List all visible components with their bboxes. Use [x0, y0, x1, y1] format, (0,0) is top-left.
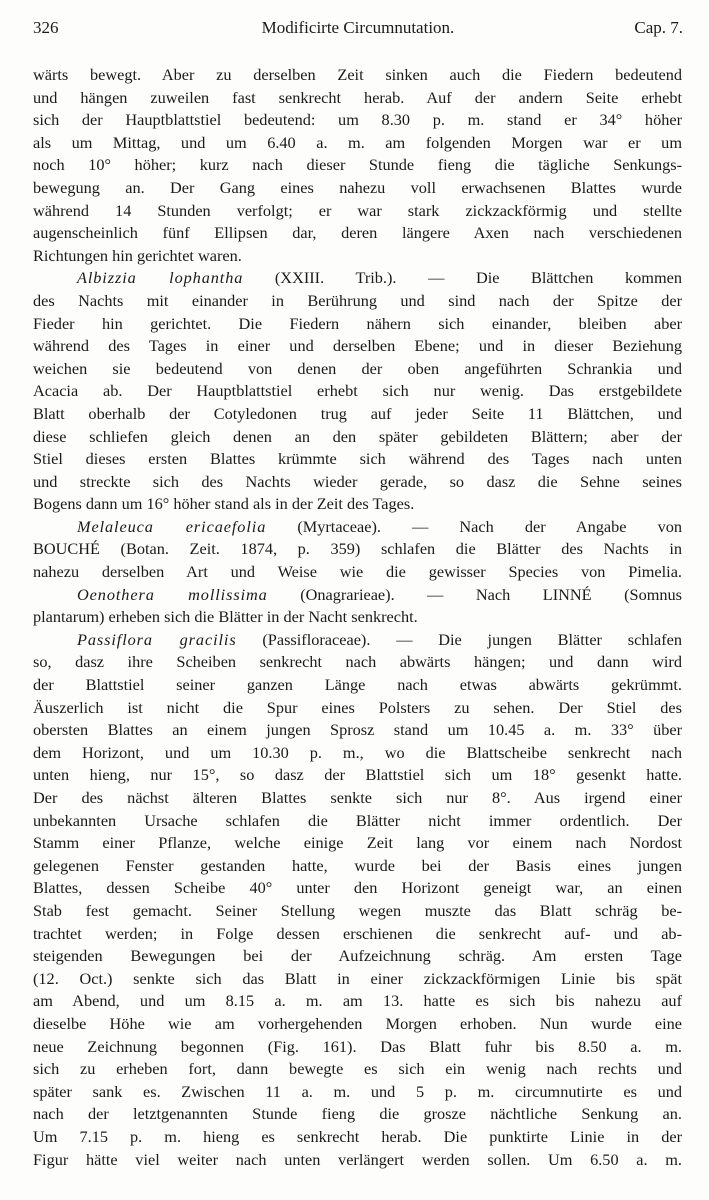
line-text: und hängen zuweilen fast senkrecht herab. Auf der andern Seite erhebt	[33, 87, 682, 107]
body-text	[33, 64, 682, 1171]
text-line	[33, 1126, 682, 1149]
line-text: Acacia ab. Der Hauptblattstiel erhebt sich nur wenig. Das erstgebildete	[33, 381, 682, 401]
line-text: (Passifloraceae). — Die jungen Blätter schlafen	[236, 629, 682, 649]
text-line	[33, 584, 682, 607]
text-line	[33, 742, 682, 765]
line-text: (12. Oct.) senkte sich das Blatt in einer zickzackförmigen Linie bis spät	[33, 968, 682, 988]
text-line	[33, 448, 682, 471]
text-line	[33, 1036, 682, 1059]
text-line	[33, 832, 682, 855]
text-line	[33, 403, 682, 426]
text-line	[33, 900, 682, 923]
text-line	[33, 87, 682, 110]
line-text: Figur hätte viel weiter nach unten verlängert werden sollen. Um 6.50 a. m.	[33, 1149, 682, 1169]
line-text: augenscheinlich fünf Ellipsen dar, deren längere Axen nach verschiedenen	[33, 223, 682, 243]
species-name: Oenothera mollissima	[77, 584, 268, 604]
chapter-label: Cap. 7.	[634, 18, 683, 37]
text-line	[33, 697, 682, 720]
line-text: dieselbe Höhe wie am vorhergehenden Morgen erhoben. Nun wurde eine	[33, 1013, 682, 1033]
text-line	[33, 1149, 682, 1172]
text-line	[33, 923, 682, 946]
species-name: Passiflora gracilis	[77, 629, 237, 649]
text-line	[33, 132, 682, 155]
line-text: später sank es. Zwischen 11 a. m. und 5 p. m. circumnutirte es und	[33, 1081, 682, 1101]
line-text: als um Mittag, und um 6.40 a. m. am folgenden Morgen war er um	[33, 132, 682, 152]
running-title: Modificirte Circumnutation.	[261, 18, 455, 37]
text-line	[33, 877, 682, 900]
text-line	[33, 290, 682, 313]
line-text: obersten Blattes an einem jungen Sprosz stand um 10.45 a. m. 33° über	[33, 720, 682, 740]
line-text: so, dasz ihre Scheiben senkrecht nach abwärts hängen; und dann wird	[33, 652, 682, 672]
text-line	[33, 245, 682, 268]
line-text: BOUCHÉ (Botan. Zeit. 1874, p. 359) schlafen die Blätter des Nachts in	[33, 539, 682, 559]
text-line	[33, 1103, 682, 1126]
text-line	[33, 471, 682, 494]
line-text: Richtungen hin gerichtet waren.	[33, 245, 242, 265]
line-text: nahezu derselben Art und Weise wie die gewisser Species von Pimelia.	[33, 562, 682, 582]
line-text: während 14 Stunden verfolgt; er war stark zickzackförmig und stellte	[33, 200, 682, 220]
line-text: Stamm einer Pflanze, welche einige Zeit lang vor einem nach Nordost	[33, 833, 682, 853]
line-text: neue Zeichnung begonnen (Fig. 161). Das Blatt fuhr bis 8.50 a. m.	[33, 1036, 682, 1056]
line-text: dem Horizont, und um 10.30 p. m., wo die Blattscheibe senkrecht nach	[33, 742, 682, 762]
text-line	[33, 719, 682, 742]
text-line	[33, 674, 682, 697]
line-text: weichen sie bedeutend von denen der oben angeführten Schrankia und	[33, 358, 682, 378]
line-text: (Myrtaceae). — Nach der Angabe von	[266, 516, 683, 536]
line-text: Stiel dieses ersten Blattes krümmte sich während des Tages nach unten	[33, 449, 682, 469]
text-line	[33, 764, 682, 787]
text-line	[33, 855, 682, 878]
line-text: der Blattstiel seiner ganzen Länge nach etwas abwärts gekrümmt.	[33, 675, 682, 695]
line-text: Stab fest gemacht. Seiner Stellung wegen muszte das Blatt schräg be-	[33, 900, 682, 920]
line-text: noch 10° höher; kurz nach dieser Stunde fieng die tägliche Senkungs-	[33, 155, 682, 175]
line-text: steigenden Bewegungen bei der Aufzeichnung schräg. Am ersten Tage	[33, 946, 682, 966]
line-text: Blatt oberhalb der Cotyledonen trug auf jeder Seite 11 Blättchen, und	[33, 403, 682, 423]
text-line	[33, 154, 682, 177]
text-line	[33, 787, 682, 810]
text-line	[33, 651, 682, 674]
text-line	[33, 629, 682, 652]
line-text: trachtet werden; in Folge dessen erschienen die senkrecht auf- und ab-	[33, 923, 682, 943]
text-line	[33, 426, 682, 449]
line-text: unten hieng, nur 15°, so dasz der Blattstiel sich um 18° gesenkt hatte.	[33, 765, 682, 785]
text-line	[33, 990, 682, 1013]
page-number: 326	[33, 18, 59, 37]
text-line	[33, 313, 682, 336]
text-line	[33, 222, 682, 245]
line-text: diese schliefen gleich denen an den später gebildeten Blättern; aber der	[33, 426, 682, 446]
line-text: gelegenen Fenster gestanden hatte, wurde bei der Basis eines jungen	[33, 855, 682, 875]
text-line	[33, 335, 682, 358]
line-text: bewegung an. Der Gang eines nahezu voll erwachsenen Blattes wurde	[33, 177, 682, 197]
line-text: und streckte sich des Nachts wieder gerade, so dasz die Sehne seines	[33, 471, 682, 491]
text-line	[33, 538, 682, 561]
line-text: Um 7.15 p. m. hieng es senkrecht herab. Die punktirte Linie in der	[33, 1126, 682, 1146]
line-text: nach der letztgenannten Stunde fieng die grosze nächtliche Senkung an.	[33, 1104, 682, 1124]
line-text: am Abend, und um 8.15 a. m. am 13. hatte es sich bis nahezu auf	[33, 991, 682, 1011]
line-text: Blattes, dessen Scheibe 40° unter den Horizont geneigt war, an einen	[33, 878, 682, 898]
running-header	[33, 18, 683, 42]
text-line	[33, 380, 682, 403]
species-name: Albizzia lophantha	[77, 268, 244, 288]
line-text: Fieder hin gerichtet. Die Fiedern nähern sich einander, bleiben aber	[33, 313, 682, 333]
line-text: (XXIII. Trib.). — Die Blättchen kommen	[243, 268, 682, 288]
text-line	[33, 493, 682, 516]
text-line	[33, 968, 682, 991]
line-text: während des Tages in einer und derselben Ebene; und in dieser Beziehung	[33, 336, 682, 356]
text-line	[33, 267, 682, 290]
line-text: sich der Hauptblattstiel bedeutend: um 8.30 p. m. stand er 34° höher	[33, 110, 682, 130]
species-name: Melaleuca ericaefolia	[77, 516, 267, 536]
line-text: Äuszerlich ist nicht die Spur eines Polsters zu sehen. Der Stiel des	[33, 697, 682, 717]
text-line	[33, 945, 682, 968]
text-line	[33, 177, 682, 200]
line-text: plantarum) erheben sich die Blätter in der Nacht senkrecht.	[33, 607, 418, 627]
line-text: wärts bewegt. Aber zu derselben Zeit sinken auch die Fiedern bedeutend	[33, 65, 682, 84]
line-text: Der des nächst älteren Blattes senkte sich nur 8°. Aus irgend einer	[33, 788, 682, 807]
text-line	[33, 358, 682, 381]
line-text: (Onagrarieae). — Nach LINNÉ (Somnus	[267, 584, 683, 604]
line-text: unbekannten Ursache schlafen die Blätter nicht immer ordentlich. Der	[33, 810, 682, 830]
text-line	[33, 64, 682, 87]
line-text: sich zu erheben fort, dann bewegte es sich ein wenig nach rechts und	[33, 1059, 682, 1079]
text-line	[33, 1013, 682, 1036]
text-line	[33, 109, 682, 132]
text-line	[33, 561, 682, 584]
text-line	[33, 1058, 682, 1081]
text-line	[33, 516, 682, 539]
text-line	[33, 1081, 682, 1104]
line-text: Bogens dann um 16° höher stand als in der Zeit des Tages.	[33, 494, 415, 514]
text-line	[33, 810, 682, 833]
text-line	[33, 200, 682, 223]
line-text: des Nachts mit einander in Berührung und sind nach der Spitze der	[33, 290, 682, 310]
text-line	[33, 606, 682, 629]
